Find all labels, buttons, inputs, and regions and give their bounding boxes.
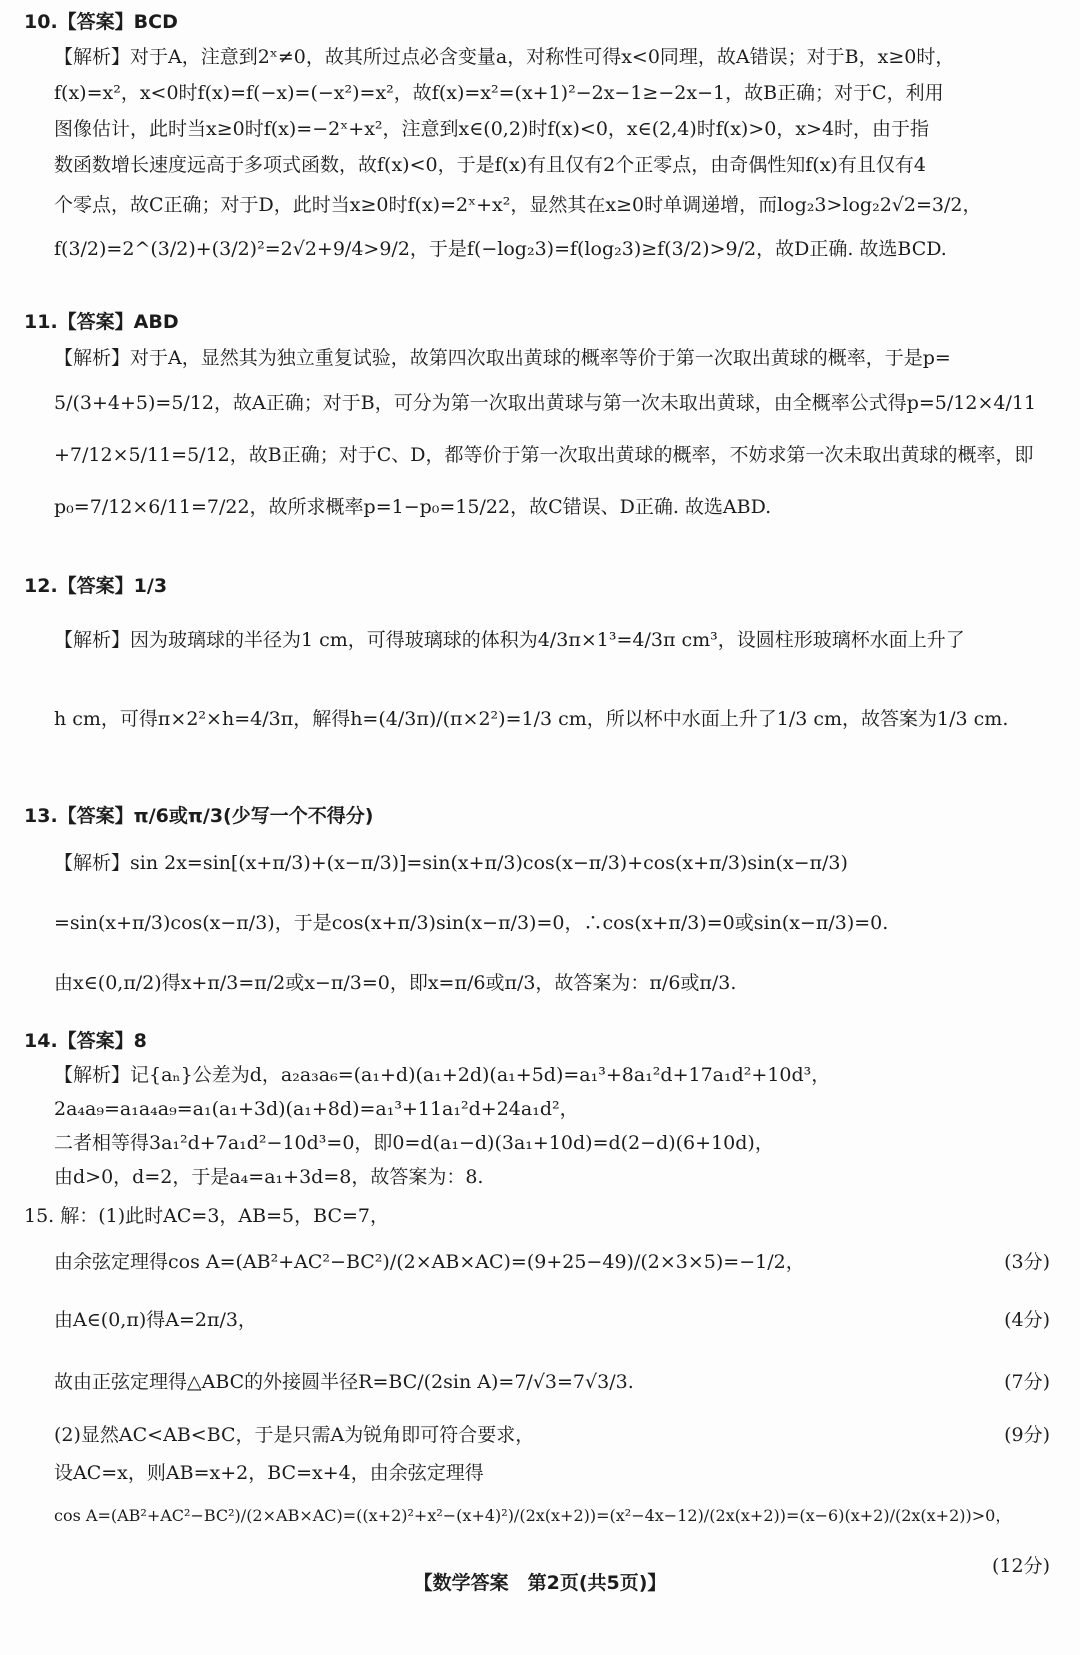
q12-answer-label: 12.【答案】1/3 [24, 575, 168, 597]
q14-line-1: 【解析】记{aₙ}公差为d，a₂a₃a₆=(a₁+d)(a₁+2d)(a₁+5d)=a₁³+8a₁²d+17a₁d²+10d³， [54, 1064, 831, 1086]
q10-line-2: f(x)=x²，x<0时f(x)=f(−x)=(−x²)=x²，故f(x)=x²=(x+1)²−2x−1≥−2x−1，故B正确；对于C，利用 [54, 82, 944, 104]
q15-step-6 [24, 1491, 1050, 1577]
question-12 [24, 570, 1050, 761]
q15-step-2 [24, 1291, 1050, 1349]
q10-line-4: 数函数增长速度远高于多项式函数，故f(x)<0，于是f(x)有且仅有2个正零点，由奇偶性知f(x)有且仅有4 [54, 154, 926, 176]
q15-label: 15. 解：(1)此时AC=3，AB=5，BC=7， [24, 1205, 389, 1227]
question-13 [24, 800, 1050, 1013]
q11-line-1: 【解析】对于A，显然其为独立重复试验，故第四次取出黄球的概率等价于第一次取出黄球的概率，于是p= [54, 347, 951, 369]
q15-step-1 [24, 1233, 1050, 1291]
q10-line-5: 个零点，故C正确；对于D，此时当x≥0时f(x)=2ˣ+x²，显然其在x≥0时单调递增，而log₂3>log₂2√2=3/2， [54, 194, 982, 216]
q14-answer-label: 14.【答案】8 [24, 1030, 147, 1052]
q14-line-4: 由d>0，d=2，于是a₄=a₁+3d=8，故答案为：8. [54, 1166, 484, 1188]
q15-step-6-text: cos A=(AB²+AC²−BC²)/(2×AB×AC)=((x+2)²+x²−(x+4)²)/(2x(x+2))=(x²−4x−12)/(2x(x+2))=(x−6)(x+2)/(2x(x+2))>0， [54, 1506, 1012, 1525]
q12-line-2: h cm，可得π×2²×h=4/3π，解得h=(4/3π)/(π×2²)=1/3 cm，所以杯中水面上升了1/3 cm，故答案为1/3 cm. [54, 708, 1009, 730]
q15-step-6-score: (12分) [991, 1555, 1050, 1577]
q13-line-3: 由x∈(0,π/2)得x+π/3=π/2或x−π/3=0，即x=π/6或π/3，故答案为：π/6或π/3. [54, 972, 737, 994]
q11-answer-label: 11.【答案】ABD [24, 311, 179, 333]
q15-step-2-text: 由A∈(0,π)得A=2π/3， [54, 1309, 257, 1331]
q11-line-4: p₀=7/12×6/11=7/22，故所求概率p=1−p₀=15/22，故C错误、D正确. 故选ABD. [54, 496, 772, 518]
q15-step-2-score: (4分) [1004, 1309, 1050, 1331]
q15-step-5-text: 设AC=x，则AB=x+2，BC=x+4，由余弦定理得 [54, 1462, 484, 1484]
q14-line-2: 2a₄a₉=a₁a₄a₉=a₁(a₁+3d)(a₁+8d)=a₁³+11a₁²d+24a₁d²， [54, 1098, 579, 1120]
q15-step-4-score: (9分) [1004, 1424, 1050, 1446]
question-15 [24, 1200, 1050, 1591]
question-11 [24, 306, 1050, 533]
q14-line-3: 二者相等得3a₁²d+7a₁d²−10d³=0，即0=d(a₁−d)(3a₁+10d)=d(2−d)(6+10d)， [54, 1132, 774, 1154]
q12-line-1: 【解析】因为玻璃球的半径为1 cm，可得玻璃球的体积为4/3π×1³=4/3π cm³，设圆柱形玻璃杯水面上升了 [54, 629, 965, 651]
q10-line-1: 【解析】对于A，注意到2ˣ≠0，故其所过点必含变量a，对称性可得x<0同理，故A错误；对于B，x≥0时， [54, 46, 955, 68]
question-14 [24, 1025, 1050, 1194]
q15-step-1-score: (3分) [1004, 1251, 1050, 1273]
q13-line-1: 【解析】sin 2x=sin[(x+π/3)+(x−π/3)]=sin(x+π/3)cos(x−π/3)+cos(x+π/3)sin(x−π/3) [54, 852, 848, 874]
page-footer: 【数学答案 第2页(共5页)】 [413, 1572, 667, 1594]
q10-line-6: f(3/2)=2^(3/2)+(3/2)²=2√2+9/4>9/2，于是f(−log₂3)=f(log₂3)≥f(3/2)>9/2，故D正确. 故选BCD. [54, 238, 947, 260]
q13-answer-label: 13.【答案】π/6或π/3(少写一个不得分) [24, 805, 374, 827]
question-10 [24, 6, 1050, 271]
q15-step-3 [24, 1349, 1050, 1415]
q15-step-5 [24, 1455, 1050, 1491]
q15-step-4-text: (2)显然AC<AB<BC，于是只需A为锐角即可符合要求， [54, 1424, 535, 1446]
q11-line-2: 5/(3+4+5)=5/12，故A正确；对于B，可分为第一次取出黄球与第一次未取出黄球，由全概率公式得p=5/12×4/11 [54, 392, 1037, 414]
q15-step-3-text: 故由正弦定理得△ABC的外接圆半径R=BC/(2sin A)=7/√3=7√3/3. [54, 1371, 634, 1393]
q15-step-4 [24, 1415, 1050, 1455]
q10-answer-label: 10.【答案】BCD [24, 11, 178, 33]
q11-line-3: +7/12×5/11=5/12，故B正确；对于C、D，都等价于第一次取出黄球的概率，不妨求第一次未取出黄球的概率，即 [54, 444, 1034, 466]
q15-step-1-text: 由余弦定理得cos A=(AB²+AC²−BC²)/(2×AB×AC)=(9+25−49)/(2×3×5)=−1/2， [54, 1251, 805, 1273]
q15-step-3-score: (7分) [1004, 1371, 1050, 1393]
q10-line-3: 图像估计，此时当x≥0时f(x)=−2ˣ+x²，注意到x∈(0,2)时f(x)<0，x∈(2,4)时f(x)>0，x>4时，由于指 [54, 118, 930, 140]
q13-line-2: =sin(x+π/3)cos(x−π/3)，于是cos(x+π/3)sin(x−π/3)=0，∴cos(x+π/3)=0或sin(x−π/3)=0. [54, 912, 889, 934]
